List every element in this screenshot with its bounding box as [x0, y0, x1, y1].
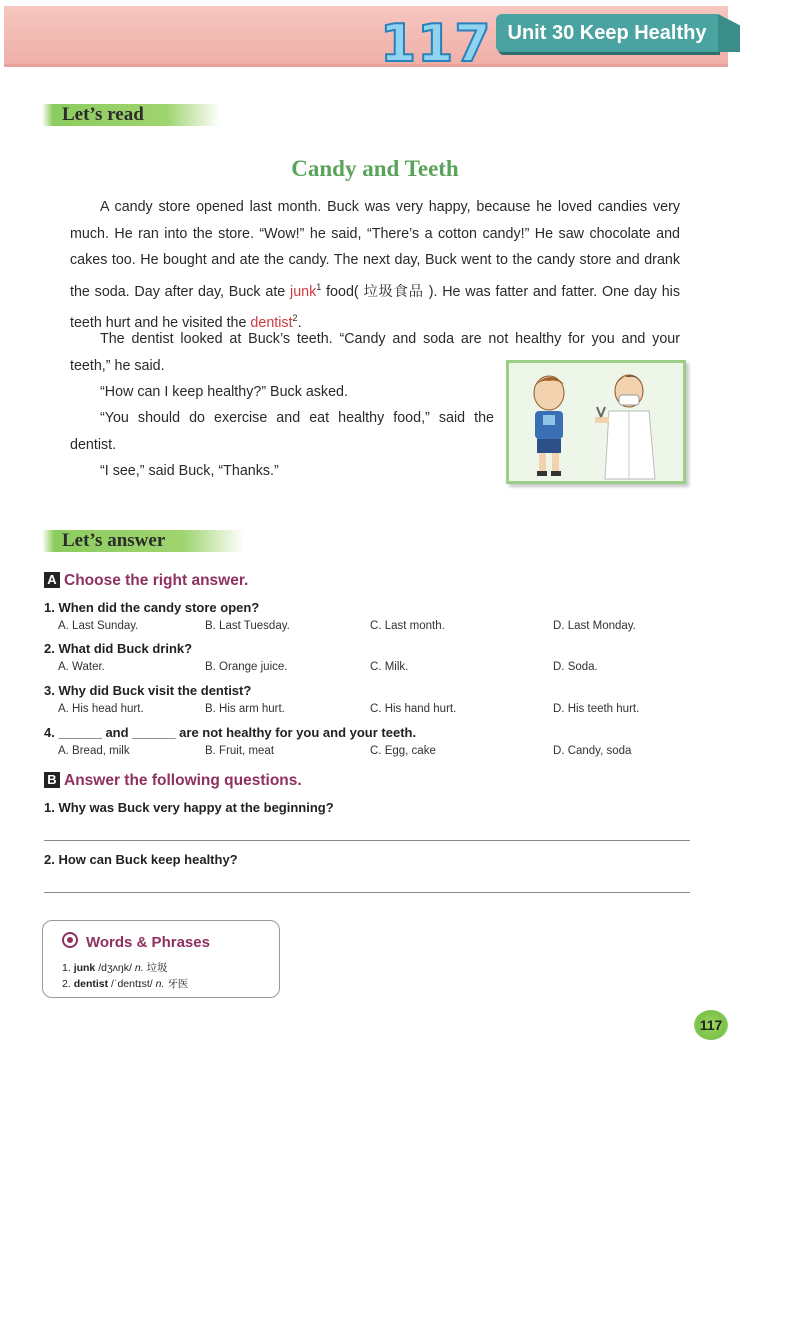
target-circle-icon	[62, 932, 78, 948]
unit-number: 117	[380, 14, 492, 74]
page-number-badge: 117	[694, 1010, 728, 1040]
question-3: 3. Why did Buck visit the dentist?	[44, 683, 252, 698]
q3-option-d: D. His teeth hurt.	[553, 703, 640, 715]
lets-read-banner: Let’s read	[42, 104, 220, 126]
story-text: A candy store opened last month. Buck was very happy, because he loved candies very much. He ran into the store. “Wow!” he said, “There’s a cotton candy!” He saw chocolate and cakes too. He bought and ate the candy. The next day, Buck went to the candy store and drank the soda. Day after day, Buck ate	[70, 199, 680, 300]
word-phonetic: /dʒʌŋk/	[98, 962, 132, 974]
part-a-letter: A	[44, 572, 60, 588]
story-paragraph-5: “I see,” said Buck, “Thanks.”	[100, 463, 279, 479]
q2-option-d: D. Soda.	[553, 661, 598, 673]
q3-option-c: C. His hand hurt.	[370, 703, 457, 715]
answer-line-1[interactable]	[44, 840, 690, 841]
word-num: 2.	[62, 978, 71, 990]
words-title-text: Words & Phrases	[86, 934, 210, 951]
open-question-1: 1. Why was Buck very happy at the beginning?	[44, 800, 334, 815]
story-paragraph-3: “How can I keep healthy?” Buck asked.	[100, 384, 348, 400]
story-text: food( 垃圾食品 ). He was fatter and fatter. One day his teeth hurt and he visited the	[70, 283, 680, 331]
word-pos: n.	[134, 962, 144, 974]
q2-option-a: A. Water.	[58, 661, 105, 673]
q2-option-b: B. Orange juice.	[205, 661, 288, 673]
unit-title-tab: Unit 30 Keep Healthy	[496, 14, 718, 52]
part-b-heading	[44, 772, 302, 790]
word-meaning: 牙医	[167, 978, 189, 990]
q4-option-d: D. Candy, soda	[553, 745, 632, 757]
word-num: 1.	[62, 962, 71, 974]
q1-option-c: C. Last month.	[370, 620, 445, 632]
story-text: .	[297, 314, 302, 331]
q3-option-b: B. His arm hurt.	[205, 703, 285, 715]
dentist-illustration	[506, 360, 686, 484]
footnote-2: 2	[292, 312, 298, 323]
word-phonetic: /ˈdentɪst/	[111, 978, 153, 990]
question-1: 1. When did the candy store open?	[44, 600, 260, 615]
footnote-1: 1	[316, 281, 322, 292]
part-b-title: Answer the following questions.	[64, 772, 302, 789]
word-pos: n.	[155, 978, 165, 990]
word-term: dentist	[73, 978, 109, 990]
story-paragraph-4: “You should do exercise and eat healthy food,” said the dentist.	[70, 410, 494, 453]
answer-line-2[interactable]	[44, 892, 690, 893]
word-item-1	[62, 960, 168, 975]
word-term: junk	[73, 962, 96, 974]
story-title: Candy and Teeth	[291, 156, 459, 181]
words-phrases-title	[62, 932, 210, 951]
q4-option-c: C. Egg, cake	[370, 745, 436, 757]
lets-answer-banner: Let’s answer	[42, 530, 244, 552]
part-a-heading	[44, 572, 248, 590]
part-b-letter: B	[44, 772, 60, 788]
q2-option-c: C. Milk.	[370, 661, 409, 673]
word-dentist: dentist	[250, 314, 293, 331]
q1-option-d: D. Last Monday.	[553, 620, 636, 632]
q4-option-b: B. Fruit, meat	[205, 745, 275, 757]
boy-and-dentist-image	[509, 363, 683, 481]
q1-option-b: B. Last Tuesday.	[205, 620, 290, 632]
question-2: 2. What did Buck drink?	[44, 641, 193, 656]
story-paragraph-2: The dentist looked at Buck’s teeth. “Candy and soda are not healthy for you and your teeth,” he said.	[70, 331, 680, 374]
word-meaning: 垃圾	[146, 962, 168, 974]
part-a-title: Choose the right answer.	[64, 572, 249, 589]
open-question-2: 2. How can Buck keep healthy?	[44, 852, 238, 867]
story-paragraph-1	[70, 194, 680, 336]
question-4: 4. ______ and ______ are not healthy for you and your teeth.	[44, 725, 417, 740]
q4-option-a: A. Bread, milk	[58, 745, 130, 757]
q1-option-a: A. Last Sunday.	[58, 620, 139, 632]
word-item-2	[62, 976, 188, 991]
unit-tab-corner	[718, 14, 740, 52]
word-junk: junk	[290, 283, 317, 300]
q3-option-a: A. His head hurt.	[58, 703, 144, 715]
